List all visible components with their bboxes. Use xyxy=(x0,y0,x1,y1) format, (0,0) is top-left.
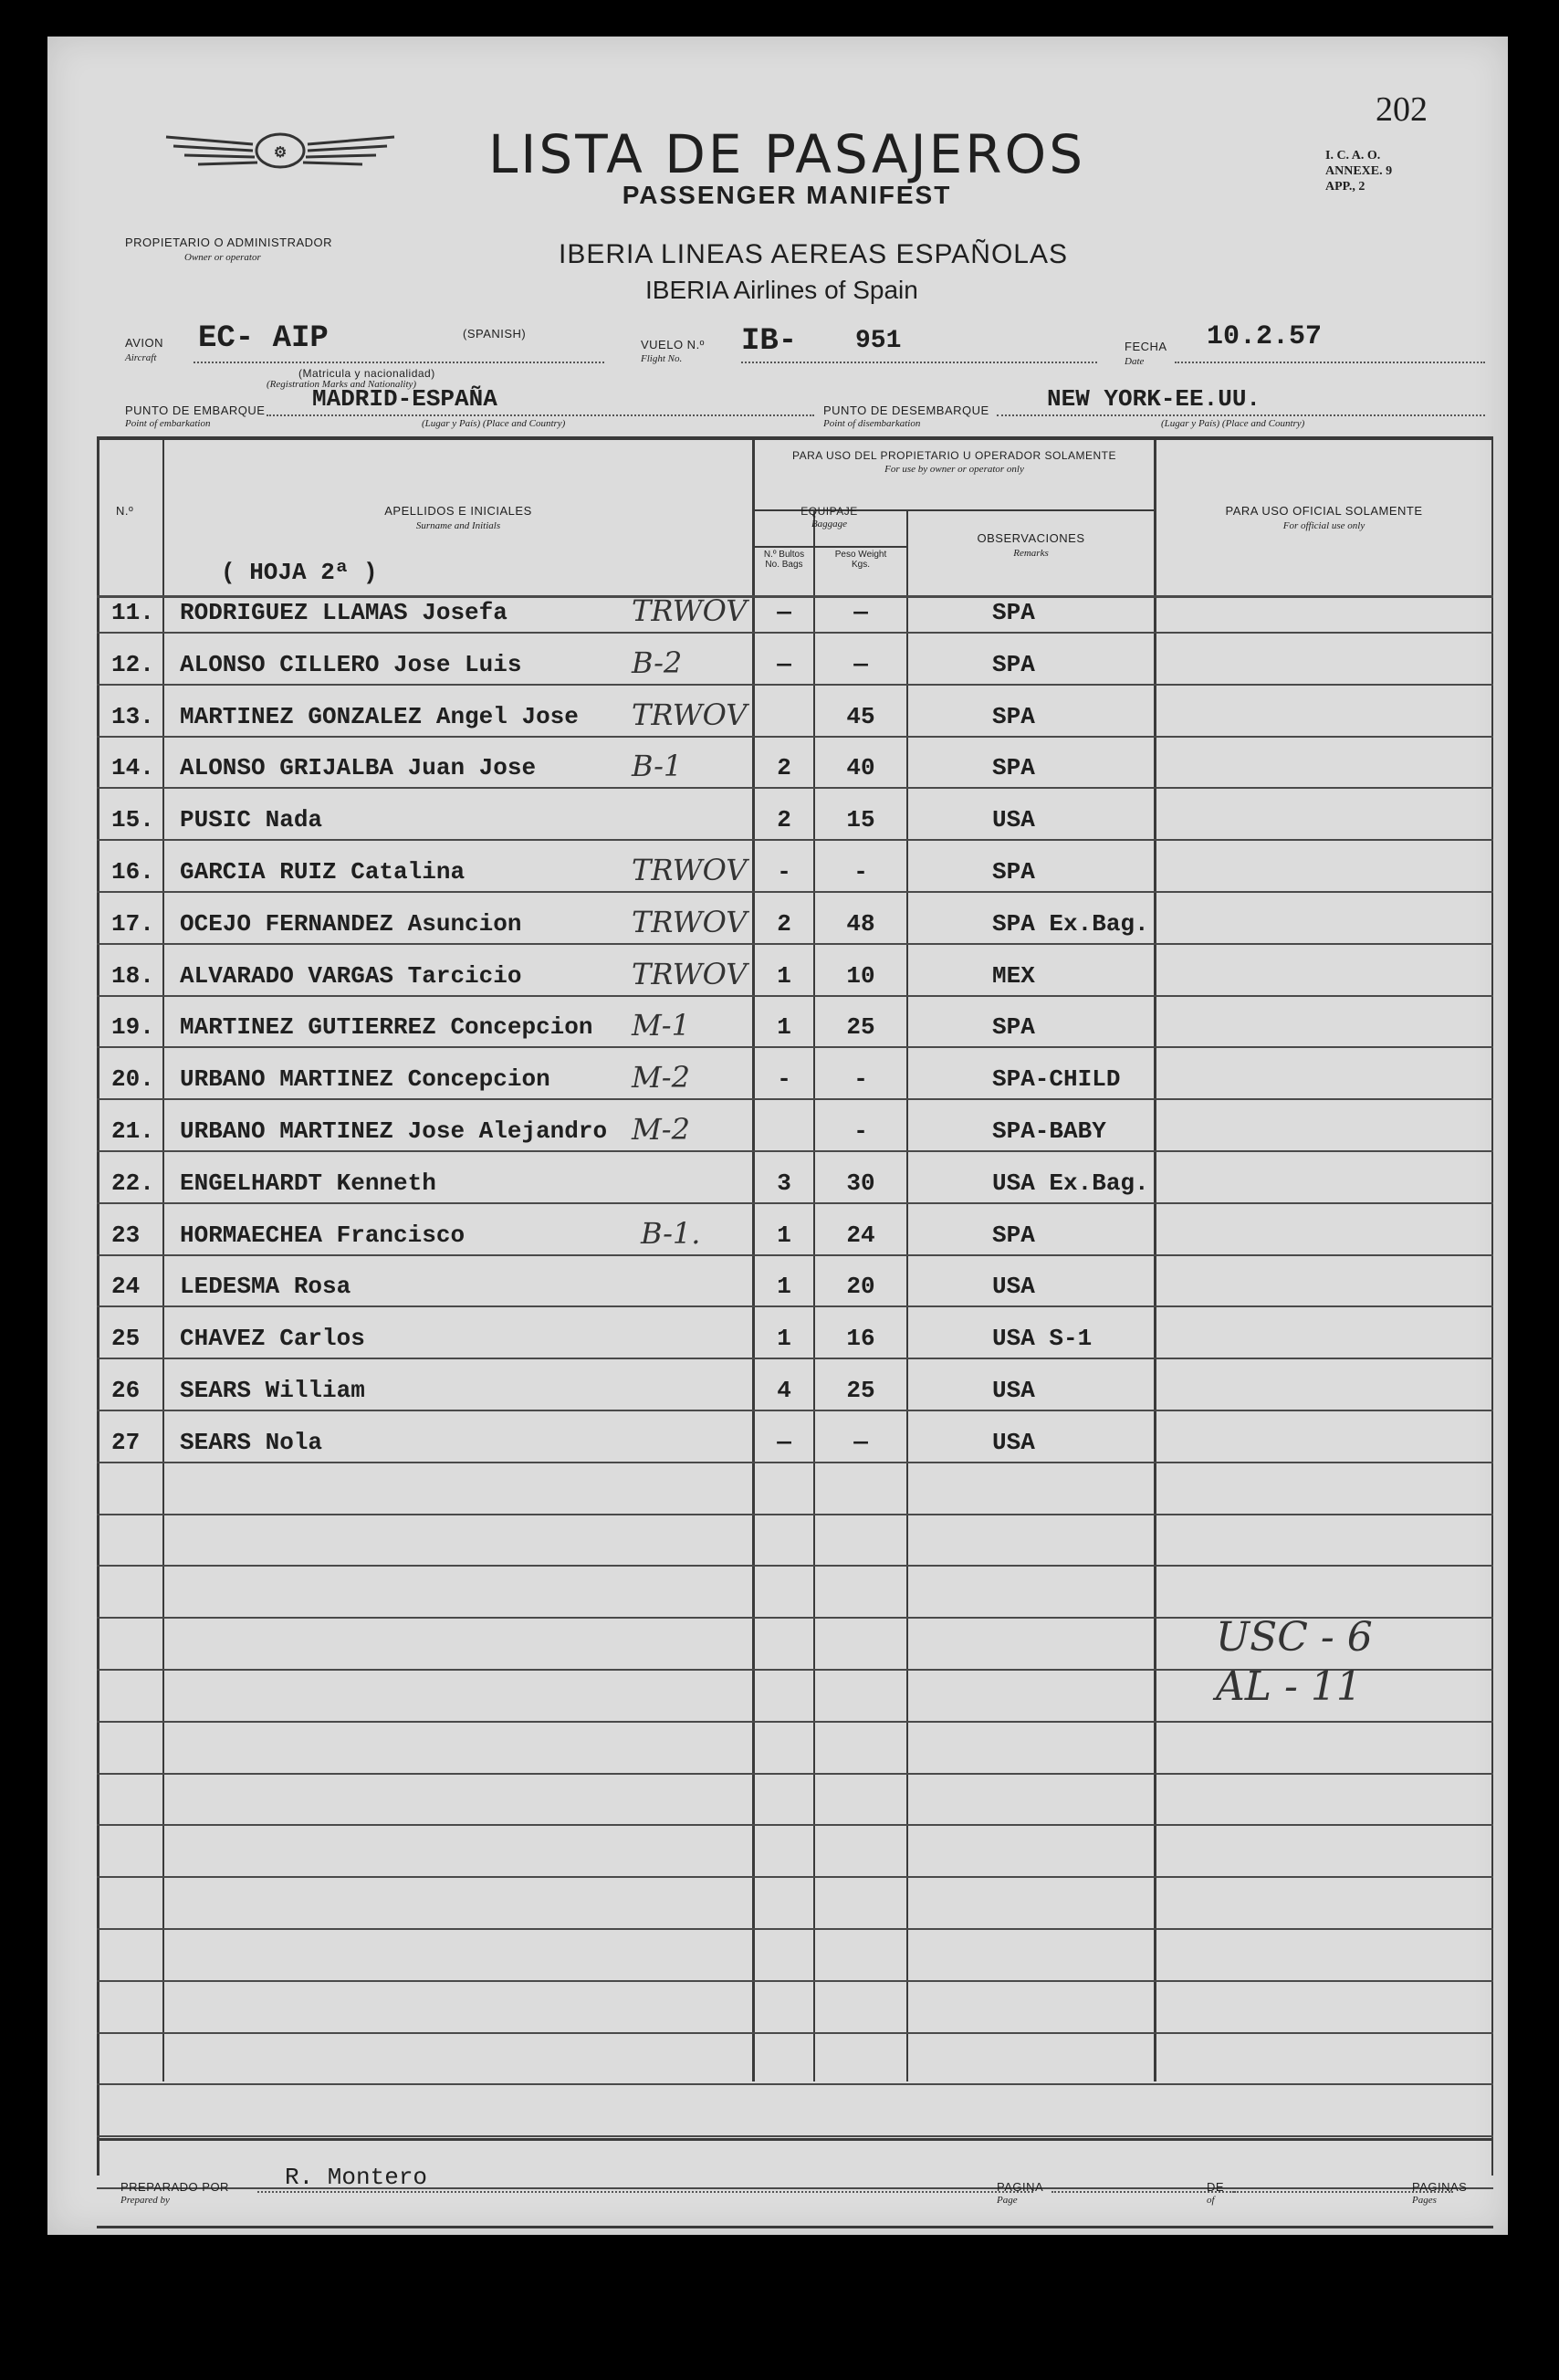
passenger-remarks: USA S-1 xyxy=(992,1325,1093,1352)
operator-label: PROPIETARIO O ADMINISTRADOR xyxy=(125,236,333,249)
col-header-remarks: OBSERVACIONES xyxy=(977,531,1085,545)
passenger-name: ALONSO GRIJALBA Juan Jose xyxy=(180,754,537,781)
row-rule xyxy=(97,787,1493,789)
row-number: 25 xyxy=(111,1325,141,1352)
bag-weight: 48 xyxy=(846,910,875,938)
passenger-remarks: SPA xyxy=(992,703,1035,730)
bags-count: 1 xyxy=(777,1013,791,1041)
col-header-owner-only-en: For use by owner or operator only xyxy=(884,464,1024,475)
row-number: 24 xyxy=(111,1273,141,1300)
bag-weight: 45 xyxy=(846,703,875,730)
disembark-value: NEW YORK-EE.UU. xyxy=(1047,385,1261,413)
row-number: 12. xyxy=(111,651,154,678)
passenger-remarks: USA xyxy=(992,806,1035,834)
row-number: 11. xyxy=(111,599,154,626)
col-header-owner-only: PARA USO DEL PROPIETARIO U OPERADOR SOLAMENTE xyxy=(791,449,1116,462)
handwritten-note: TRWOV xyxy=(632,905,748,939)
col-header-weight: Peso Weight Kgs. xyxy=(834,550,887,570)
passenger-name: SEARS William xyxy=(180,1377,365,1404)
aircraft-label: AVION xyxy=(125,336,163,350)
handwritten-note: M-2 xyxy=(632,1060,690,1095)
bags-count: 1 xyxy=(777,1325,791,1352)
row-rule xyxy=(97,1358,1493,1359)
row-rule xyxy=(97,1202,1493,1204)
bags-count: - xyxy=(777,1065,791,1093)
svg-text:⚙: ⚙ xyxy=(273,145,288,161)
passenger-name: MARTINEZ GUTIERREZ Concepcion xyxy=(180,1013,593,1041)
row-rule xyxy=(97,1410,1493,1411)
bags-count: 1 xyxy=(777,1273,791,1300)
col-header-names: APELLIDOS E INICIALES xyxy=(384,504,532,518)
bag-weight: 30 xyxy=(846,1169,875,1197)
bags-count: 1 xyxy=(777,1221,791,1249)
row-number: 16. xyxy=(111,858,154,886)
handwritten-note: B-1 xyxy=(632,749,683,783)
passenger-remarks: SPA xyxy=(992,1013,1035,1041)
pages-label-en: Pages xyxy=(1412,2195,1437,2206)
handwritten-note: M-2 xyxy=(632,1112,690,1147)
row-number: 22. xyxy=(111,1169,154,1197)
row-number: 13. xyxy=(111,703,154,730)
prepared-value: R. Montero xyxy=(285,2164,428,2191)
manifest-sheet xyxy=(47,37,1508,2235)
of-label: DE xyxy=(1207,2180,1225,2194)
aircraft-reg-label-en: (Registration Marks and Nationality) xyxy=(267,379,417,390)
operator-name: IBERIA LINEAS AEREAS ESPAÑOLAS xyxy=(559,239,1069,269)
embark-sub: (Lugar y País) (Place and Country) xyxy=(422,418,566,429)
col-header-official-en: For official use only xyxy=(1282,520,1365,531)
row-rule xyxy=(97,1876,1493,1878)
col-header-bags: N.º Bultos No. Bags xyxy=(763,550,805,570)
iberia-wings-logo xyxy=(157,119,403,183)
passenger-remarks: USA xyxy=(992,1377,1035,1404)
disembark-label-en: Point of disembarkation xyxy=(823,418,921,429)
date-value: 10.2.57 xyxy=(1207,321,1323,352)
prepared-label: PREPARADO POR xyxy=(120,2180,229,2194)
row-number: 26 xyxy=(111,1377,141,1404)
passenger-name: PUSIC Nada xyxy=(180,806,323,834)
passenger-remarks: SPA xyxy=(992,599,1035,626)
row-rule xyxy=(97,1254,1493,1256)
passenger-remarks: SPA xyxy=(992,754,1035,781)
icao-reference: I. C. A. O. ANNEXE. 9 APP., 2 xyxy=(1325,149,1393,194)
passenger-remarks: SPA-CHILD xyxy=(992,1065,1121,1093)
passenger-remarks: USA xyxy=(992,1273,1035,1300)
handwritten-note: M-1 xyxy=(632,1008,690,1043)
page-label-en: Page xyxy=(997,2195,1018,2206)
page-number: 202 xyxy=(1376,90,1428,129)
row-rule xyxy=(97,1098,1493,1100)
col-header-no: N.º xyxy=(116,504,134,518)
embark-value: MADRID-ESPAÑA xyxy=(312,385,497,413)
prepared-label-en: Prepared by xyxy=(120,2195,170,2206)
passenger-remarks: SPA Ex.Bag. xyxy=(992,910,1149,938)
row-number: 27 xyxy=(111,1429,141,1456)
row-rule xyxy=(97,2032,1493,2034)
row-number: 15. xyxy=(111,806,154,834)
embark-label-en: Point of embarkation xyxy=(125,418,211,429)
handwritten-note: TRWOV xyxy=(632,697,748,732)
bags-count: 2 xyxy=(777,910,791,938)
row-rule xyxy=(97,736,1493,738)
handwritten-note: B-2 xyxy=(632,645,683,680)
aircraft-nationality: (SPANISH) xyxy=(463,327,527,341)
bags-count: 3 xyxy=(777,1169,791,1197)
passenger-name: LEDESMA Rosa xyxy=(180,1273,351,1300)
bags-count: — xyxy=(777,651,791,678)
handwritten-note: TRWOV xyxy=(632,957,748,991)
bag-weight: 24 xyxy=(846,1221,875,1249)
disembark-label: PUNTO DE DESEMBARQUE xyxy=(823,404,989,417)
row-number: 19. xyxy=(111,1013,154,1041)
row-number: 21. xyxy=(111,1117,154,1145)
handwritten-note: TRWOV xyxy=(632,853,748,887)
passenger-name: HORMAECHEA Francisco xyxy=(180,1221,466,1249)
passenger-name: SEARS Nola xyxy=(180,1429,323,1456)
official-note-1: USC - 6 xyxy=(1216,1614,1373,1661)
row-rule xyxy=(97,2083,1493,2085)
row-rule xyxy=(97,891,1493,893)
date-label-en: Date xyxy=(1125,356,1145,367)
flight-number: 951 xyxy=(855,327,902,355)
passenger-name: URBANO MARTINEZ Concepcion xyxy=(180,1065,550,1093)
row-number: 18. xyxy=(111,962,154,990)
passenger-name: ENGELHARDT Kenneth xyxy=(180,1169,436,1197)
passenger-name: OCEJO FERNANDEZ Asuncion xyxy=(180,910,522,938)
row-rule xyxy=(97,1824,1493,1826)
passenger-remarks: USA xyxy=(992,1429,1035,1456)
col-header-names-en: Surname and Initials xyxy=(415,520,501,531)
row-rule xyxy=(97,1980,1493,1982)
page-title: LISTA DE PASAJEROS xyxy=(487,123,1086,185)
passenger-name: ALONSO CILLERO Jose Luis xyxy=(180,651,522,678)
row-number: 14. xyxy=(111,754,154,781)
row-number: 20. xyxy=(111,1065,154,1093)
passenger-name: MARTINEZ GONZALEZ Angel Jose xyxy=(180,703,579,730)
pages-label: PAGINAS xyxy=(1412,2180,1468,2194)
handwritten-note: B-1. xyxy=(641,1216,701,1251)
passenger-remarks: SPA-BABY xyxy=(992,1117,1106,1145)
page-label: PAGINA xyxy=(997,2180,1044,2194)
row-rule xyxy=(97,995,1493,997)
row-rule xyxy=(97,2135,1493,2137)
row-rule xyxy=(97,1046,1493,1048)
row-rule xyxy=(97,1462,1493,1463)
bags-count: 2 xyxy=(777,806,791,834)
row-rule xyxy=(97,1773,1493,1775)
row-rule xyxy=(97,1150,1493,1152)
bag-weight: 25 xyxy=(846,1013,875,1041)
header-rule xyxy=(97,595,1493,598)
row-rule xyxy=(97,1565,1493,1567)
flight-prefix: IB- xyxy=(741,324,798,359)
aircraft-label-en: Aircraft xyxy=(125,352,157,363)
disembark-sub: (Lugar y País) (Place and Country) xyxy=(1161,418,1305,429)
passenger-name: RODRIGUEZ LLAMAS Josefa xyxy=(180,599,507,626)
row-rule xyxy=(97,1305,1493,1307)
bags-count: — xyxy=(777,599,791,626)
official-note-2: AL - 11 xyxy=(1216,1663,1362,1710)
passenger-name: URBANO MARTINEZ Jose Alejandro xyxy=(180,1117,608,1145)
page-subtitle: PASSENGER MANIFEST xyxy=(622,181,952,209)
passenger-name: ALVARADO VARGAS Tarcicio xyxy=(180,962,522,990)
passenger-remarks: USA Ex.Bag. xyxy=(992,1169,1149,1197)
bags-count: 2 xyxy=(777,754,791,781)
row-rule xyxy=(97,1721,1493,1723)
col-header-official: PARA USO OFICIAL SOLAMENTE xyxy=(1225,504,1423,518)
col-header-baggage-en: Baggage xyxy=(811,519,848,529)
row-number: 17. xyxy=(111,910,154,938)
operator-name-en: IBERIA Airlines of Spain xyxy=(645,276,918,304)
col-header-baggage: EQUIPAJE xyxy=(800,505,858,518)
date-label: FECHA xyxy=(1125,340,1167,353)
row-rule xyxy=(97,684,1493,686)
passenger-remarks: SPA xyxy=(992,858,1035,886)
row-rule xyxy=(97,943,1493,945)
embark-label: PUNTO DE EMBARQUE xyxy=(125,404,266,417)
row-rule xyxy=(97,1514,1493,1515)
bag-weight: — xyxy=(853,599,868,626)
bags-count: — xyxy=(777,1429,791,1456)
bag-weight: 40 xyxy=(846,754,875,781)
bag-weight: 16 xyxy=(846,1325,875,1352)
bags-count: 1 xyxy=(777,962,791,990)
sheet-label: ( HOJA 2ª ) xyxy=(221,559,378,586)
bags-count: 4 xyxy=(777,1377,791,1404)
bag-weight: - xyxy=(853,1065,868,1093)
bag-weight: 20 xyxy=(846,1273,875,1300)
of-label-en: of xyxy=(1207,2195,1215,2206)
aircraft-value: EC- AIP xyxy=(198,321,329,356)
col-header-remarks-en: Remarks xyxy=(1013,548,1049,559)
bag-weight: - xyxy=(853,858,868,886)
row-rule xyxy=(97,839,1493,841)
bag-weight: 25 xyxy=(846,1377,875,1404)
aircraft-reg-label: (Matricula y nacionalidad) xyxy=(298,367,435,380)
passenger-remarks: SPA xyxy=(992,651,1035,678)
operator-label-en: Owner or operator xyxy=(184,252,261,263)
bag-weight: — xyxy=(853,1429,868,1456)
passenger-name: GARCIA RUIZ Catalina xyxy=(180,858,466,886)
row-rule xyxy=(97,1928,1493,1930)
passenger-remarks: MEX xyxy=(992,962,1035,990)
bag-weight: 10 xyxy=(846,962,875,990)
bag-weight: - xyxy=(853,1117,868,1145)
row-number: 23 xyxy=(111,1221,141,1249)
bags-count: - xyxy=(777,858,791,886)
bag-weight: 15 xyxy=(846,806,875,834)
bag-weight: — xyxy=(853,651,868,678)
flight-label-en: Flight No. xyxy=(641,353,683,364)
passenger-remarks: SPA xyxy=(992,1221,1035,1249)
passenger-name: CHAVEZ Carlos xyxy=(180,1325,365,1352)
handwritten-note: TRWOV xyxy=(632,593,748,628)
row-rule xyxy=(97,632,1493,634)
flight-label: VUELO N.º xyxy=(641,338,705,351)
